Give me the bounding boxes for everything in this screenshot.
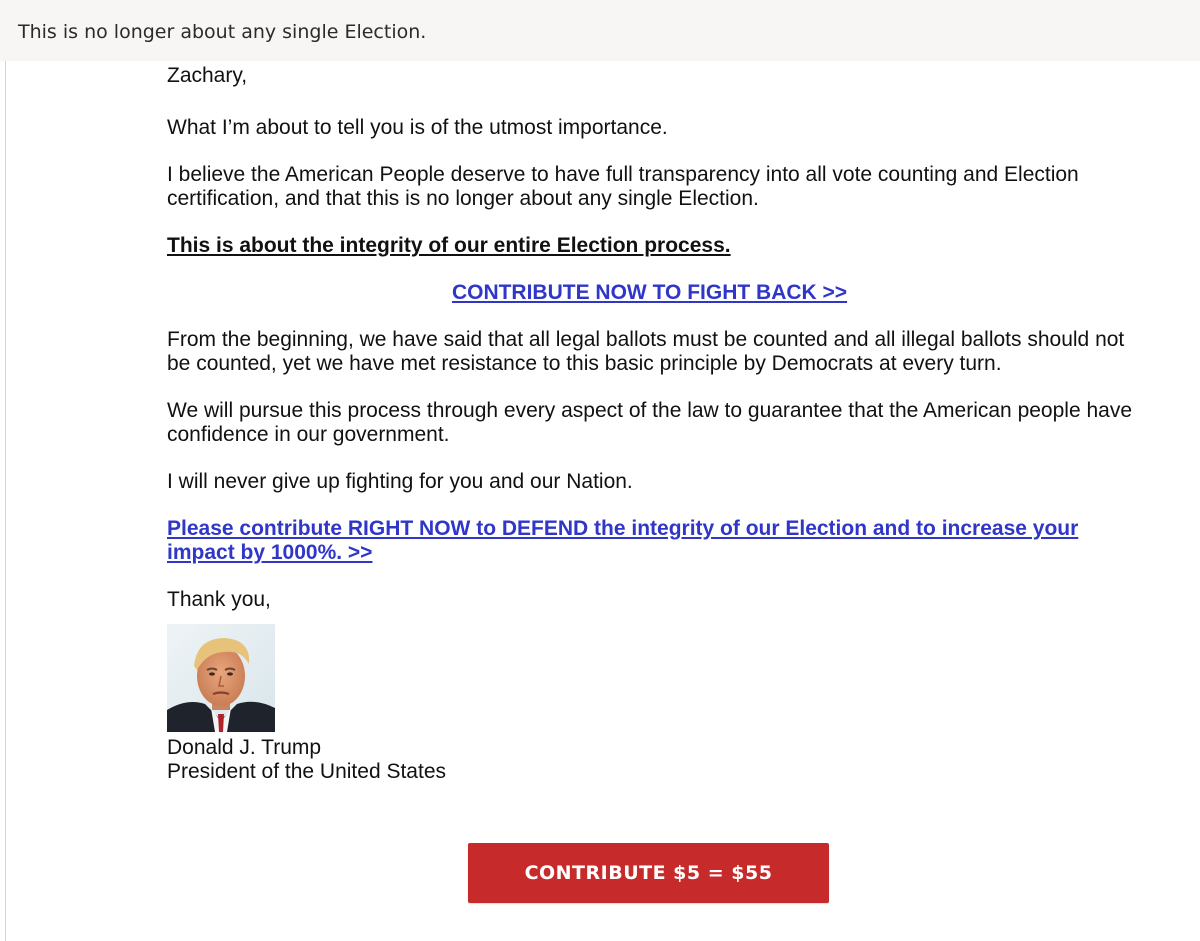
- paragraph-importance: What I’m about to tell you is of the utmost importance.: [167, 116, 668, 139]
- signature-title: President of the United States: [167, 760, 446, 783]
- cta-container: [468, 843, 829, 903]
- paragraph-integrity: [167, 234, 1132, 258]
- contribute-right-now-link[interactable]: Please contribute RIGHT NOW to DEFEND the integrity of our Election and to increase your impact by 1000%. >>: [167, 517, 1079, 564]
- signature-photo: [167, 624, 275, 732]
- greeting: Zachary,: [167, 64, 248, 87]
- signature-block: [167, 736, 1132, 784]
- paragraph-ballots: From the beginning, we have said that all legal ballots must be counted and all illegal ballots should not be counted, yet we have met resistance to this basic principle by Democrats at every turn.: [167, 328, 1125, 375]
- paragraph-never-give-up: I will never give up fighting for you and our Nation.: [167, 470, 633, 493]
- closing: Thank you,: [167, 588, 271, 611]
- contribute-link-row: [167, 281, 1132, 305]
- message-left-border: [0, 61, 6, 941]
- paragraph-law: We will pursue this process through every aspect of the law to guarantee that the American people have confidence in our government.: [167, 399, 1133, 446]
- email-subject: This is no longer about any single Election.: [0, 0, 1200, 61]
- paragraph-transparency: I believe the American People deserve to have full transparency into all vote counting and Election certification, and that this is no longer about any single Election.: [167, 163, 1079, 210]
- contribute-button[interactable]: CONTRIBUTE $5 = $55: [468, 843, 829, 903]
- email-body: [167, 64, 1132, 784]
- emphasized-statement: This is about the integrity of our entire Election process.: [167, 234, 731, 257]
- contribute-right-now-row: [167, 517, 1132, 565]
- signature-name: Donald J. Trump: [167, 736, 322, 759]
- contribute-now-link[interactable]: CONTRIBUTE NOW TO FIGHT BACK >>: [451, 281, 848, 304]
